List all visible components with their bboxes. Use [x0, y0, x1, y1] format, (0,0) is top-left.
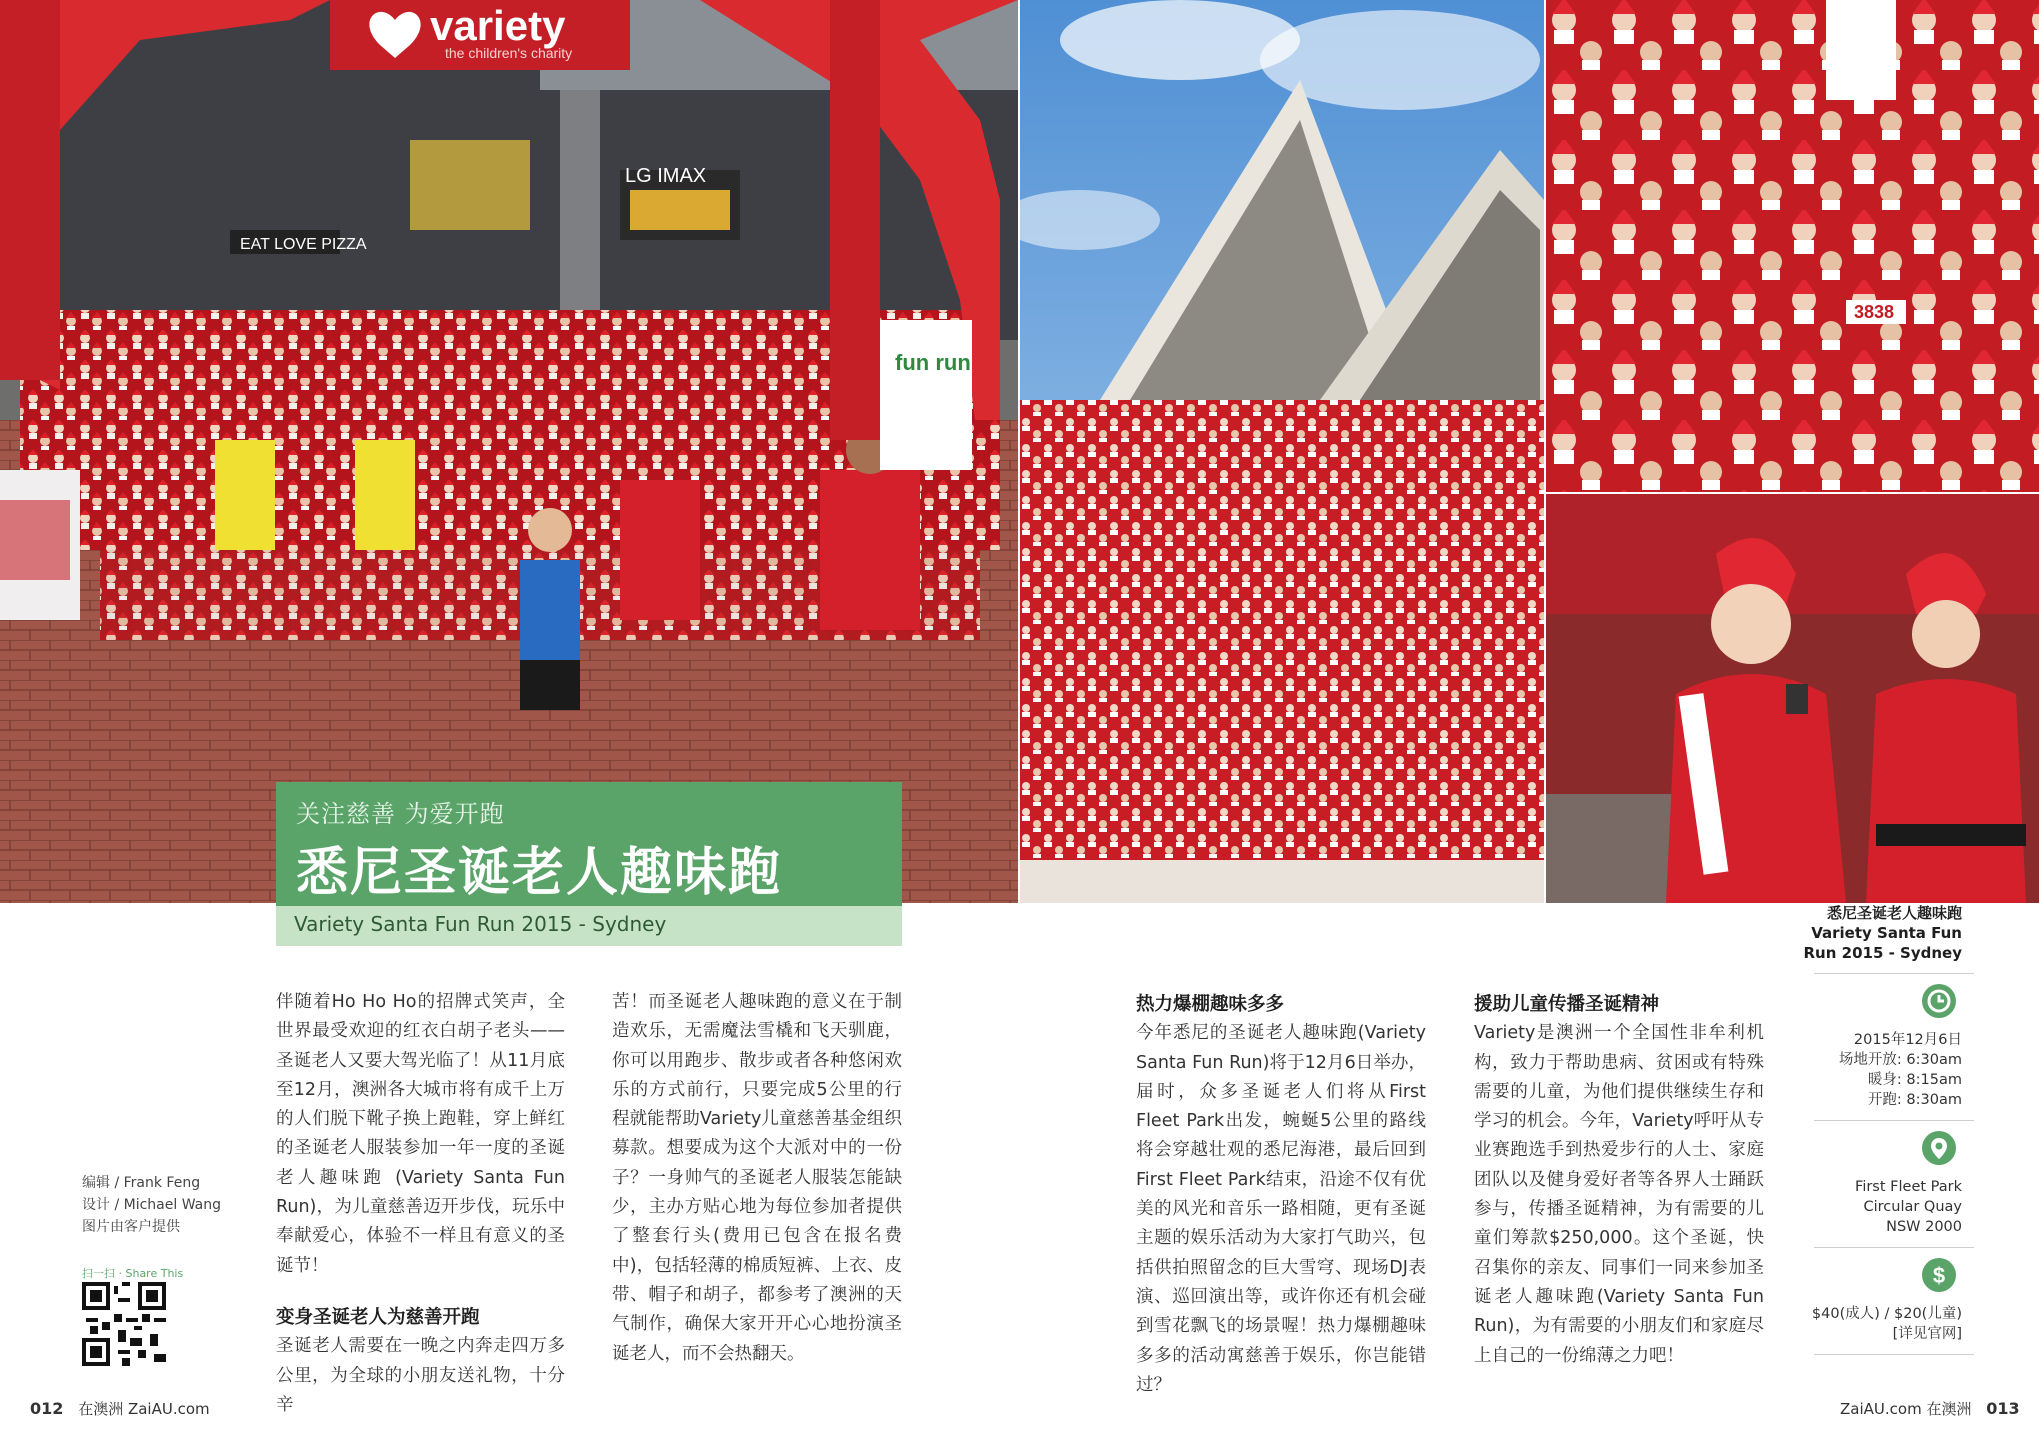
sidebar-title-en-2: Run 2015 - Sydney [1803, 944, 1962, 962]
event-gates: 场地开放: 6:30am [1838, 1052, 1962, 1068]
race-start-photo [0, 0, 1018, 903]
heading-santa-charity: 变身圣诞老人为慈善开跑 [276, 1306, 480, 1328]
venue-line-3: NSW 2000 [1886, 1219, 1962, 1235]
kids-photo [1546, 494, 2039, 903]
flag-text: fun run [895, 350, 971, 375]
column-4 [1474, 990, 1764, 1371]
qr-label: 扫一扫 · Share This [82, 1267, 184, 1280]
page-title: 悉尼圣诞老人趣味跑 [296, 843, 783, 903]
sidebar-divider [1814, 1120, 1974, 1121]
venue-line-1: First Fleet Park [1855, 1179, 1962, 1195]
sidebar-title-en-1: Variety Santa Fun [1811, 924, 1962, 942]
paragraph-santa-charity: 圣诞老人需要在一晚之内奔走四万多公里，为全球的小朋友送礼物，十分辛 [276, 1336, 565, 1415]
svg-text:3838: 3838 [1854, 302, 1895, 322]
svg-text:$: $ [1932, 1263, 1946, 1288]
svg-text:LG IMAX: LG IMAX [625, 165, 707, 187]
event-date: 2015年12月6日 [1853, 1032, 1962, 1048]
paragraph-event-details: 今年悉尼的圣诞老人趣味跑(Variety Santa Fun Run)将于12月6日举办，届时，众多圣诞老人们将从First Fleet Park出发，蜿蜒5公里的路线将会穿越壮观的悉尼海港，最后回到First Fleet Park结束，沿途不仅有优美的风光和音乐一路相随，更有圣诞主题的娱乐活动为大家打气助兴，包括供拍照留念的巨大雪穹、现场DJ表演、巡回演出等，或许你还有机会碰到雪花飘飞的场景喔！热力爆棚趣味多多的活动寓慈善于娱乐，你岂能错过？ [1136, 1023, 1426, 1395]
folio-right-text: ZaiAU.com 在澳洲 [1840, 1400, 1972, 1418]
page-subtitle: Variety Santa Fun Run 2015 - Sydney [294, 912, 667, 936]
opera-house-crowd-photo [1020, 0, 1544, 903]
folio-right [1840, 1398, 2020, 1419]
paragraph-variety: Variety是澳洲一个全国性非牟利机构，致力于帮助患病、贫困或有特殊需要的儿童，为他们提供继续生存和学习的机会。今年，Variety呼吁从专业赛跑选手到热爱步行的人士、家庭团队以及健身爱好者等各界人士踊跃参与，传播圣诞精神，为有需要的儿童们筹款$250,000。这个圣诞，快召集你的亲友、同事们一同来参加圣诞老人趣味跑(Variety Santa Fun Run)，为有需要的小朋友们和家庭尽上自己的一份绵薄之力吧！ [1474, 1023, 1764, 1366]
paragraph-fun: 苦！而圣诞老人趣味跑的意义在于制造欢乐，无需魔法雪橇和飞天驯鹿，你可以用跑步、散步或者各种悠闲欢乐的方式前行，只要完成5公里的行程就能帮助Variety儿童慈善基金组织募款。想要成为这个大派对中的一份子？一身帅气的圣诞老人服装怎能缺少，主办方贴心地为每位参加者提供了整套行头(费用已包含在报名费中)，包括轻薄的棉质短裤、上衣、皮带、帽子和胡子，都参考了澳洲的天气制作，确保大家开开心心地扮演圣诞老人，而不会热翻天。 [612, 992, 902, 1364]
column-1 [276, 988, 565, 1420]
heading-fun-activities: 热力爆棚趣味多多 [1136, 994, 1285, 1015]
clock-icon [1922, 984, 1956, 1018]
santa-crowd-photo [1546, 0, 2039, 492]
intro-paragraph: 伴随着Ho Ho Ho的招牌式笑声，全世界最受欢迎的红衣白胡子老头——圣诞老人又要大驾光临了！从11月底至12月，澳洲各大城市将有成千上万的人们脱下靴子换上跑鞋，穿上鲜红的圣诞老人服装参加一年一度的圣诞老人趣味跑 (Variety Santa Fun Run)，为儿童慈善迈开步伐，玩乐中奉献爱心，体验不一样且有意义的圣诞节！ [276, 992, 565, 1276]
credit-editor: 编辑 / Frank Feng [82, 1175, 201, 1191]
event-warmup: 暖身: 8:15am [1867, 1072, 1962, 1088]
page-number-left: 012 [30, 1399, 64, 1418]
price: $40(成人) / $20(儿童) [1811, 1306, 1962, 1322]
credits [82, 1172, 221, 1238]
sidebar-divider [1814, 1354, 1974, 1355]
credit-design: 设计 / Michael Wang [82, 1197, 221, 1213]
folio-left-text: 在澳洲 ZaiAU.com [78, 1400, 210, 1418]
page-number-right: 013 [1986, 1399, 2020, 1418]
sidebar-divider [1814, 973, 1974, 974]
folio-left [30, 1398, 210, 1419]
event-start: 开跑: 8:30am [1867, 1092, 1962, 1108]
banner-brand: variety [430, 2, 566, 49]
venue-line-2: Circular Quay [1863, 1199, 1962, 1215]
info-sidebar [1796, 903, 1974, 1365]
sidebar-title-cn: 悉尼圣诞老人趣味跑 [1826, 904, 1962, 922]
svg-text:EAT LOVE PIZZA: EAT LOVE PIZZA [240, 236, 367, 253]
column-2 [612, 988, 902, 1369]
qr-code-icon[interactable] [82, 1282, 166, 1366]
sidebar-divider [1814, 1247, 1974, 1248]
location-pin-icon [1922, 1131, 1956, 1165]
price-note: [详见官网] [1892, 1326, 1962, 1342]
banner-tagline: the children's charity [445, 45, 573, 61]
column-3 [1136, 990, 1426, 1400]
heading-help-children: 援助儿童传播圣诞精神 [1474, 994, 1660, 1015]
dollar-icon [1922, 1258, 1956, 1292]
title-kicker: 关注慈善 为爱开跑 [296, 800, 505, 828]
credit-photos: 图片由客户提供 [82, 1219, 180, 1235]
